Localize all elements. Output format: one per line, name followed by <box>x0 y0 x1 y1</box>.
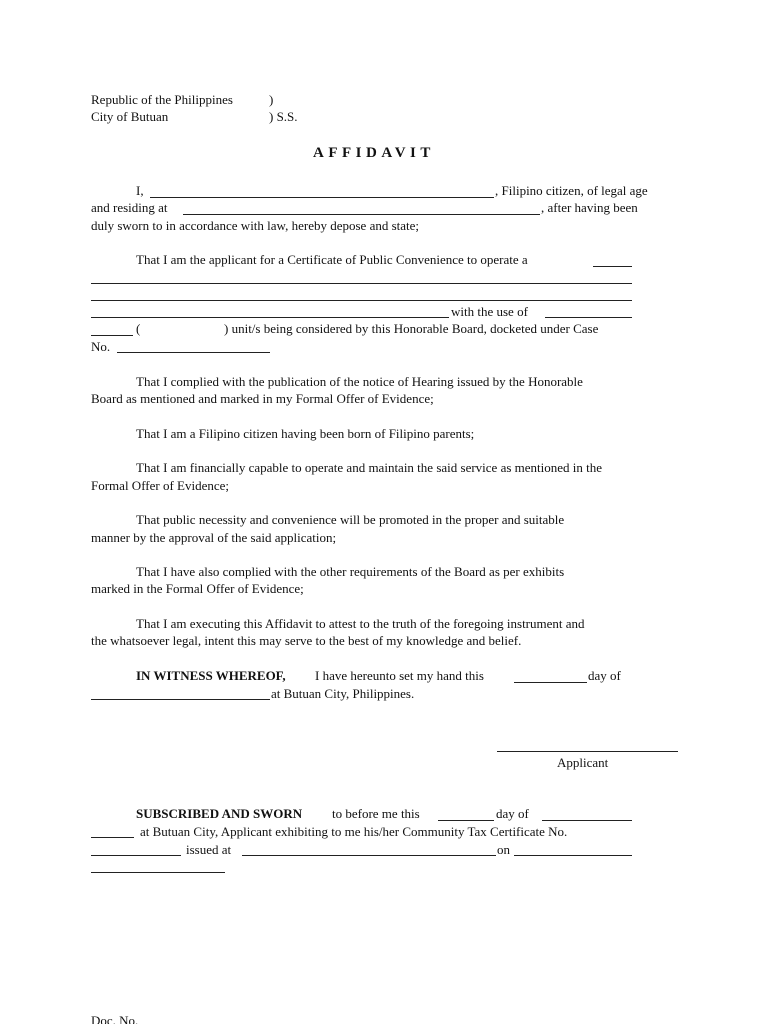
para2-applicant: That I am the applicant for a Certificate of Public Convenience to operate a <box>136 252 528 267</box>
use-of-blank[interactable] <box>545 317 632 318</box>
para5-line2: Formal Offer of Evidence; <box>91 478 230 493</box>
case-no-blank[interactable] <box>117 352 270 353</box>
witness-text: I have hereunto set my hand this <box>315 668 484 683</box>
document-title: AFFIDAVIT <box>313 145 435 161</box>
para2-with-use: with the use of <box>451 304 528 319</box>
para2-units: ) unit/s being considered by this Honorable Board, docketed under Case <box>224 321 599 336</box>
witness-month-blank[interactable] <box>91 699 270 700</box>
para2-open-paren: ( <box>136 321 141 336</box>
para8-line1: That I am executing this Affidavit to attest to the truth of the foregoing instrument and <box>136 616 585 631</box>
operate-blank-2[interactable] <box>91 283 632 284</box>
header-paren: ) <box>269 92 274 107</box>
para6-line1: That public necessity and convenience will be promoted in the proper and suitable <box>136 512 565 527</box>
ctc-number-blank[interactable] <box>91 855 181 856</box>
jurat-issued-at: issued at <box>186 842 232 857</box>
operate-blank-1[interactable] <box>593 266 632 267</box>
jurat-line2: at Butuan City, Applicant exhibiting to me his/her Community Tax Certificate No. <box>140 824 568 839</box>
witness-day-blank[interactable] <box>514 682 587 683</box>
issued-on-blank-1[interactable] <box>514 855 632 856</box>
para1-residing: and residing at <box>91 200 168 215</box>
jurat-day-of: day of <box>496 806 529 821</box>
para7-line1: That I have also complied with the other requirements of the Board as per exhibits <box>136 564 565 579</box>
para1-i: I, <box>136 183 144 198</box>
issued-on-blank-2[interactable] <box>91 872 225 873</box>
header-republic: Republic of the Philippines <box>91 92 233 107</box>
jurat-month-blank-2[interactable] <box>91 837 134 838</box>
header-city: City of Butuan <box>91 109 169 124</box>
doc-no: Doc. No. <box>91 1013 139 1024</box>
jurat-text: to before me this <box>332 806 420 821</box>
para1-citizen: , Filipino citizen, of legal age <box>495 183 648 198</box>
header-ss: ) S.S. <box>269 109 298 124</box>
applicant-label: Applicant <box>557 755 609 770</box>
units-number-blank[interactable] <box>91 335 133 336</box>
para4: That I am a Filipino citizen having been born of Filipino parents; <box>136 426 475 441</box>
issued-at-blank[interactable] <box>242 855 496 856</box>
operate-blank-4[interactable] <box>91 317 449 318</box>
para3-line2: Board as mentioned and marked in my Formal Offer of Evidence; <box>91 391 434 406</box>
para5-line1: That I am financially capable to operate and maintain the said service as mentioned in the <box>136 460 603 475</box>
applicant-signature-line[interactable] <box>497 751 678 752</box>
jurat-day-blank[interactable] <box>438 820 494 821</box>
jurat-month-blank-1[interactable] <box>542 820 632 821</box>
para7-line2: marked in the Formal Offer of Evidence; <box>91 581 304 596</box>
witness-day-of: day of <box>588 668 621 683</box>
para3-line1: That I complied with the publication of the notice of Hearing issued by the Honorable <box>136 374 583 389</box>
residence-blank[interactable] <box>183 214 540 215</box>
jurat-on: on <box>497 842 510 857</box>
witness-bold: IN WITNESS WHEREOF, <box>136 668 286 683</box>
operate-blank-3[interactable] <box>91 300 632 301</box>
para6-line2: manner by the approval of the said application; <box>91 530 337 545</box>
witness-place: at Butuan City, Philippines. <box>271 686 415 701</box>
para1-sworn: duly sworn to in accordance with law, hereby depose and state; <box>91 218 420 233</box>
name-blank[interactable] <box>150 197 494 198</box>
para1-after: , after having been <box>541 200 638 215</box>
para8-line2: the whatsoever legal, intent this may serve to the best of my knowledge and belief. <box>91 633 522 648</box>
para2-case-no: No. <box>91 339 111 354</box>
jurat-bold: SUBSCRIBED AND SWORN <box>136 806 303 821</box>
